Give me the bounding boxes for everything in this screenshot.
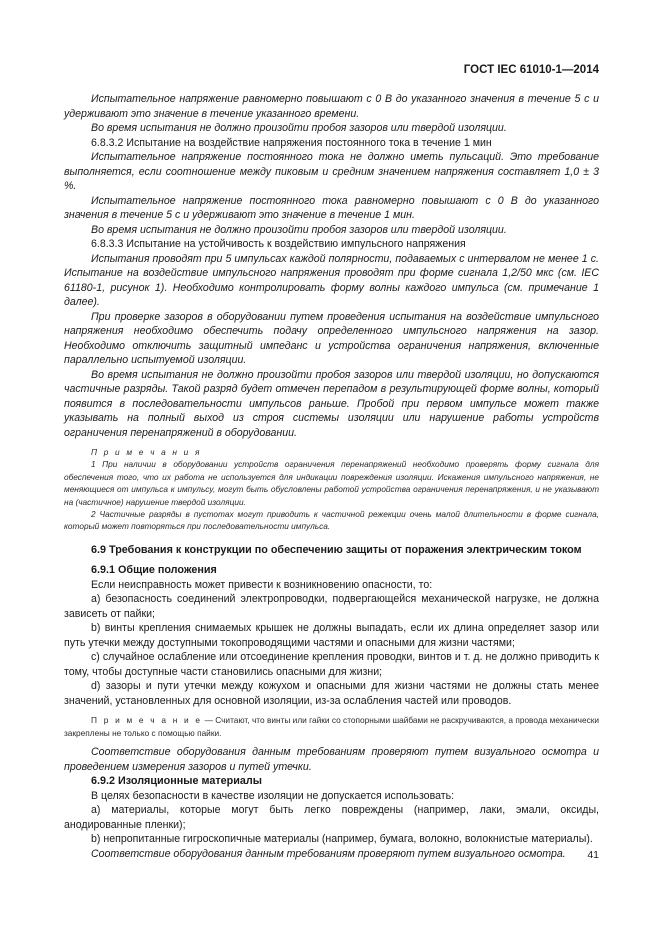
paragraph: При проверке зазоров в оборудовании путем проведения испытания на воздействие импульсного напряжения необходимо обеспечить подачу определенного импульсного напряжения на зазор. Необходимо отключить защитный импеданс и устройства ограничения напряжения, включенные параллельно испытуемой изоляции. — [64, 310, 599, 366]
standard-header: ГОСТ IEC 61010-1—2014 — [463, 64, 599, 76]
list-item: d) зазоры и пути утечки между кожухом и опасными для жизни частями не должны стать менее значений, установленных для основной изоляции, из-за ослабления частей или проводов. — [64, 680, 599, 707]
note-2: 2 Частичные разряды в пустотах могут приводить к частичной режекции очень малой длительности в форме сигнала, который может повторяться при последовательности импульса. — [64, 509, 599, 532]
paragraph: Испытания проводят при 5 импульсах каждой полярности, подаваемых с интервалом не менее 1 с. Испытание на воздействие импульсного напряжения проводят при форме сигнала 1,2/50 мкс (см. IEC 61180-1, рисунок 1). Необходимо контролировать форму волны каждого импульса (см. примечание 1 далее). — [64, 252, 599, 308]
paragraph: Испытательное напряжение постоянного тока равномерно повышают с 0 В до указанного значения в течение 5 с и удерживают это значение в течение 1 мин. — [64, 194, 599, 221]
paragraph: Во время испытания не должно произойти пробоя зазоров или твердой изоляции. — [91, 223, 507, 236]
list-item: c) случайное ослабление или отсоединение крепления проводки, винтов и т. д. не должно приводить к тому, чтобы доступные части становились опасными для жизни; — [64, 651, 599, 678]
note — [64, 714, 599, 739]
page-body — [64, 92, 599, 861]
paragraph: Если неисправность может привести к возникновению опасности, то: — [91, 578, 433, 591]
page-number: 41 — [587, 849, 599, 861]
list-item: a) безопасность соединений электропроводки, подвергающейся механической нагрузке, не должна зависеть от пайки; — [64, 593, 599, 620]
paragraph: В целях безопасности в качестве изоляции не допускается использовать: — [91, 789, 455, 802]
paragraph: Во время испытания не должно произойти пробоя зазоров или твердой изоляции, но допускаются частичные разряды. Такой разряд будет отмечен перепадом в результирующей форме волны, который появится в последовательности импульсов раньше. Пробой при первом импульсе может также указывать на полный выход из строя системы изоляции или нарушение работы устройств ограничения перенапряжений в оборудовании. — [64, 368, 599, 439]
note-1: 1 При наличии в оборудовании устройств ограничения перенапряжений необходимо проверять форму сигнала для обеспечения того, что их работа не используется для индикации повреждения изоляции. Искажения импульсного напряжения, не меняющиеся от импульса к импульсу, могут быть обусловлены работой устройства ограничения перенапряжения, и не указывают на (частичное) нарушение твердой изоляции. — [64, 459, 599, 507]
section-heading: 6.9 Требования к конструкции по обеспечению защиты от поражения электрическим током — [91, 543, 582, 556]
subsection-heading: 6.9.2 Изоляционные материалы — [91, 775, 262, 788]
note-label: П р и м е ч а н и е — [91, 715, 203, 726]
notes-heading: П р и м е ч а н и я — [91, 447, 202, 457]
paragraph: Испытательное напряжение равномерно повышают с 0 В до указанного значения в течение 5 с и удерживают это значение в течение указанного времени. — [64, 93, 599, 120]
subsection-heading: 6.9.1 Общие положения — [91, 564, 217, 577]
note-text: — Считают, что винты или гайки со стопорными шайбами не раскручиваются, а провода механически закреплены не только с помощью пайки. — [64, 715, 599, 738]
clause-heading: 6.8.3.2 Испытание на воздействие напряжения постоянного тока в течение 1 мин — [91, 136, 492, 149]
compliance-text: Соответствие оборудования данным требованиям проверяют путем визуального осмотра. — [91, 847, 566, 860]
list-item: b) непропитанные гигроскопичные материалы (например, бумага, волокно, волокнистые материалы). — [91, 833, 593, 846]
clause-heading: 6.8.3.3 Испытание на устойчивость к воздействию импульсного напряжения — [91, 238, 466, 250]
list-item: a) материалы, которые могут быть легко повреждены (например, лаки, эмали, оксиды, анодированные пленки); — [64, 804, 599, 831]
paragraph: Испытательное напряжение постоянного тока не должно иметь пульсаций. Это требование выполняется, если соотношение между пиковым и средним значением напряжения составляет 1,0 ± 3 %. — [64, 151, 599, 192]
list-item: b) винты крепления снимаемых крышек не должны выпадать, если их длина определяет зазор или путь утечки между доступными токопроводящими частями и опасными для жизни частями; — [64, 622, 599, 649]
compliance-text: Соответствие оборудования данным требованиям проверяют путем визуального осмотра и проведением измерения зазоров и путей утечки. — [64, 746, 599, 773]
paragraph: Во время испытания не должно произойти пробоя зазоров или твердой изоляции. — [91, 122, 507, 134]
